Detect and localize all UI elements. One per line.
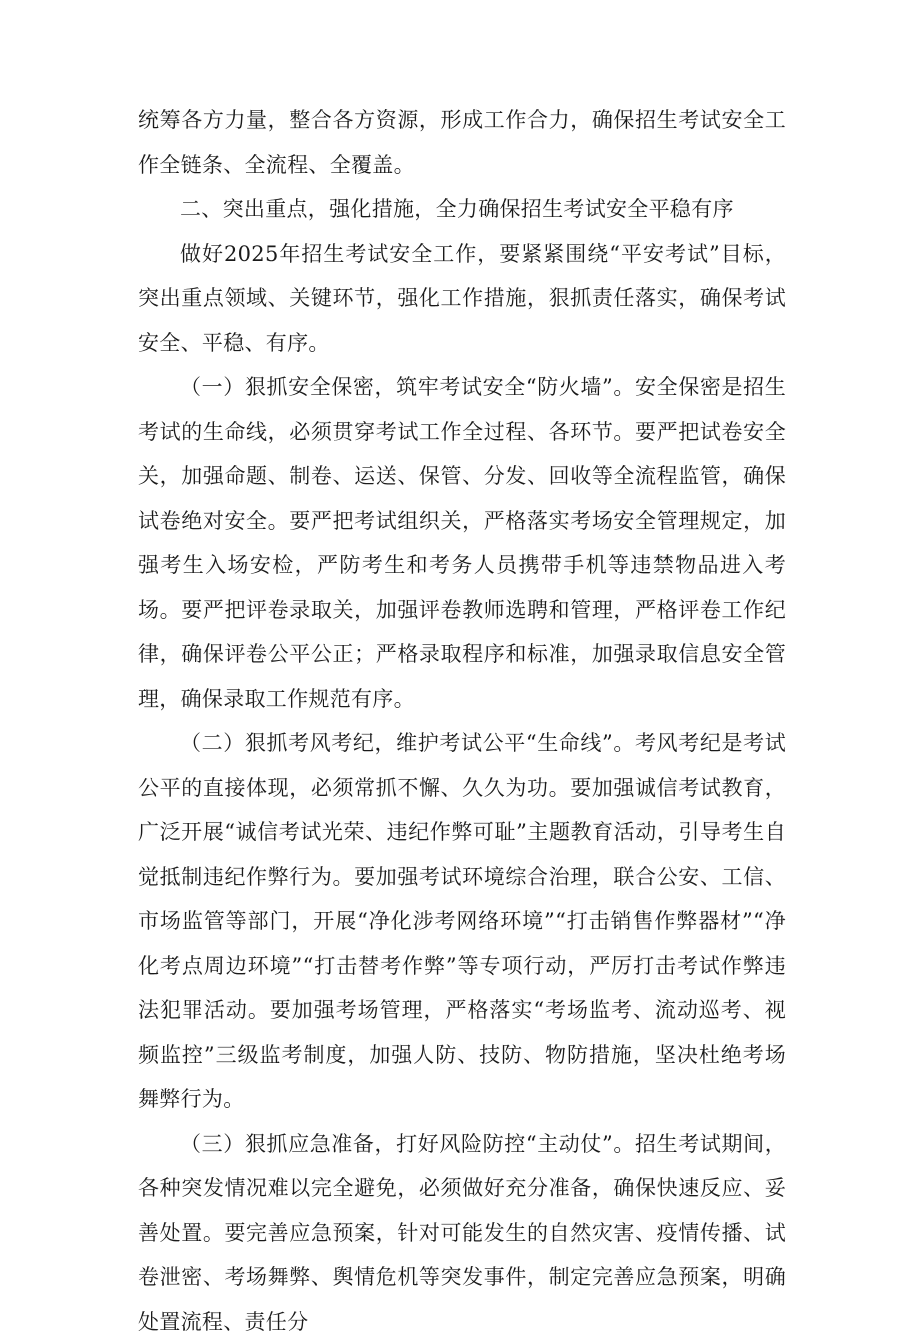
- paragraph-item-3: （三）狠抓应急准备，打好风险防控“主动仗”。招生考试期间，各种突发情况难以完全避免，必须做好充分准备，确保快速反应、妥善处置。要完善应急预案，针对可能发生的自然灾害、疫情传播、试卷泄密、考场舞弊、舆情危机等突发事件，制定完善应急预案，明确处置流程、责任分: [138, 1122, 786, 1344]
- section-heading: 二、突出重点，强化措施，全力确保招生考试安全平稳有序: [138, 187, 786, 232]
- document-body: [138, 98, 786, 1344]
- paragraph-item-2: （二）狠抓考风考纪，维护考试公平“生命线”。考风考纪是考试公平的直接体现，必须常抓不懈、久久为功。要加强诚信考试教育，广泛开展“诚信考试光荣、违纪作弊可耻”主题教育活动，引导考生自觉抵制违纪作弊行为。要加强考试环境综合治理，联合公安、工信、市场监管等部门，开展“净化涉考网络环境”“打击销售作弊器材”“净化考点周边环境”“打击替考作弊”等专项行动，严厉打击考试作弊违法犯罪活动。要加强考场管理，严格落实“考场监考、流动巡考、视频监控”三级监考制度，加强人防、技防、物防措施，坚决杜绝考场舞弊行为。: [138, 721, 786, 1122]
- paragraph-item-1: （一）狠抓安全保密，筑牢考试安全“防火墙”。安全保密是招生考试的生命线，必须贯穿考试工作全过程、各环节。要严把试卷安全关，加强命题、制卷、运送、保管、分发、回收等全流程监管，确保试卷绝对安全。要严把考试组织关，严格落实考场安全管理规定，加强考生入场安检，严防考生和考务人员携带手机等违禁物品进入考场。要严把评卷录取关，加强评卷教师选聘和管理，严格评卷工作纪律，确保评卷公平公正；严格录取程序和标准，加强录取信息安全管理，确保录取工作规范有序。: [138, 365, 786, 721]
- paragraph-section-intro: 做好2025年招生考试安全工作，要紧紧围绕“平安考试”目标，突出重点领域、关键环节，强化工作措施，狠抓责任落实，确保考试安全、平稳、有序。: [138, 232, 786, 366]
- paragraph-continuation: 统筹各方力量，整合各方资源，形成工作合力，确保招生考试安全工作全链条、全流程、全覆盖。: [138, 98, 786, 187]
